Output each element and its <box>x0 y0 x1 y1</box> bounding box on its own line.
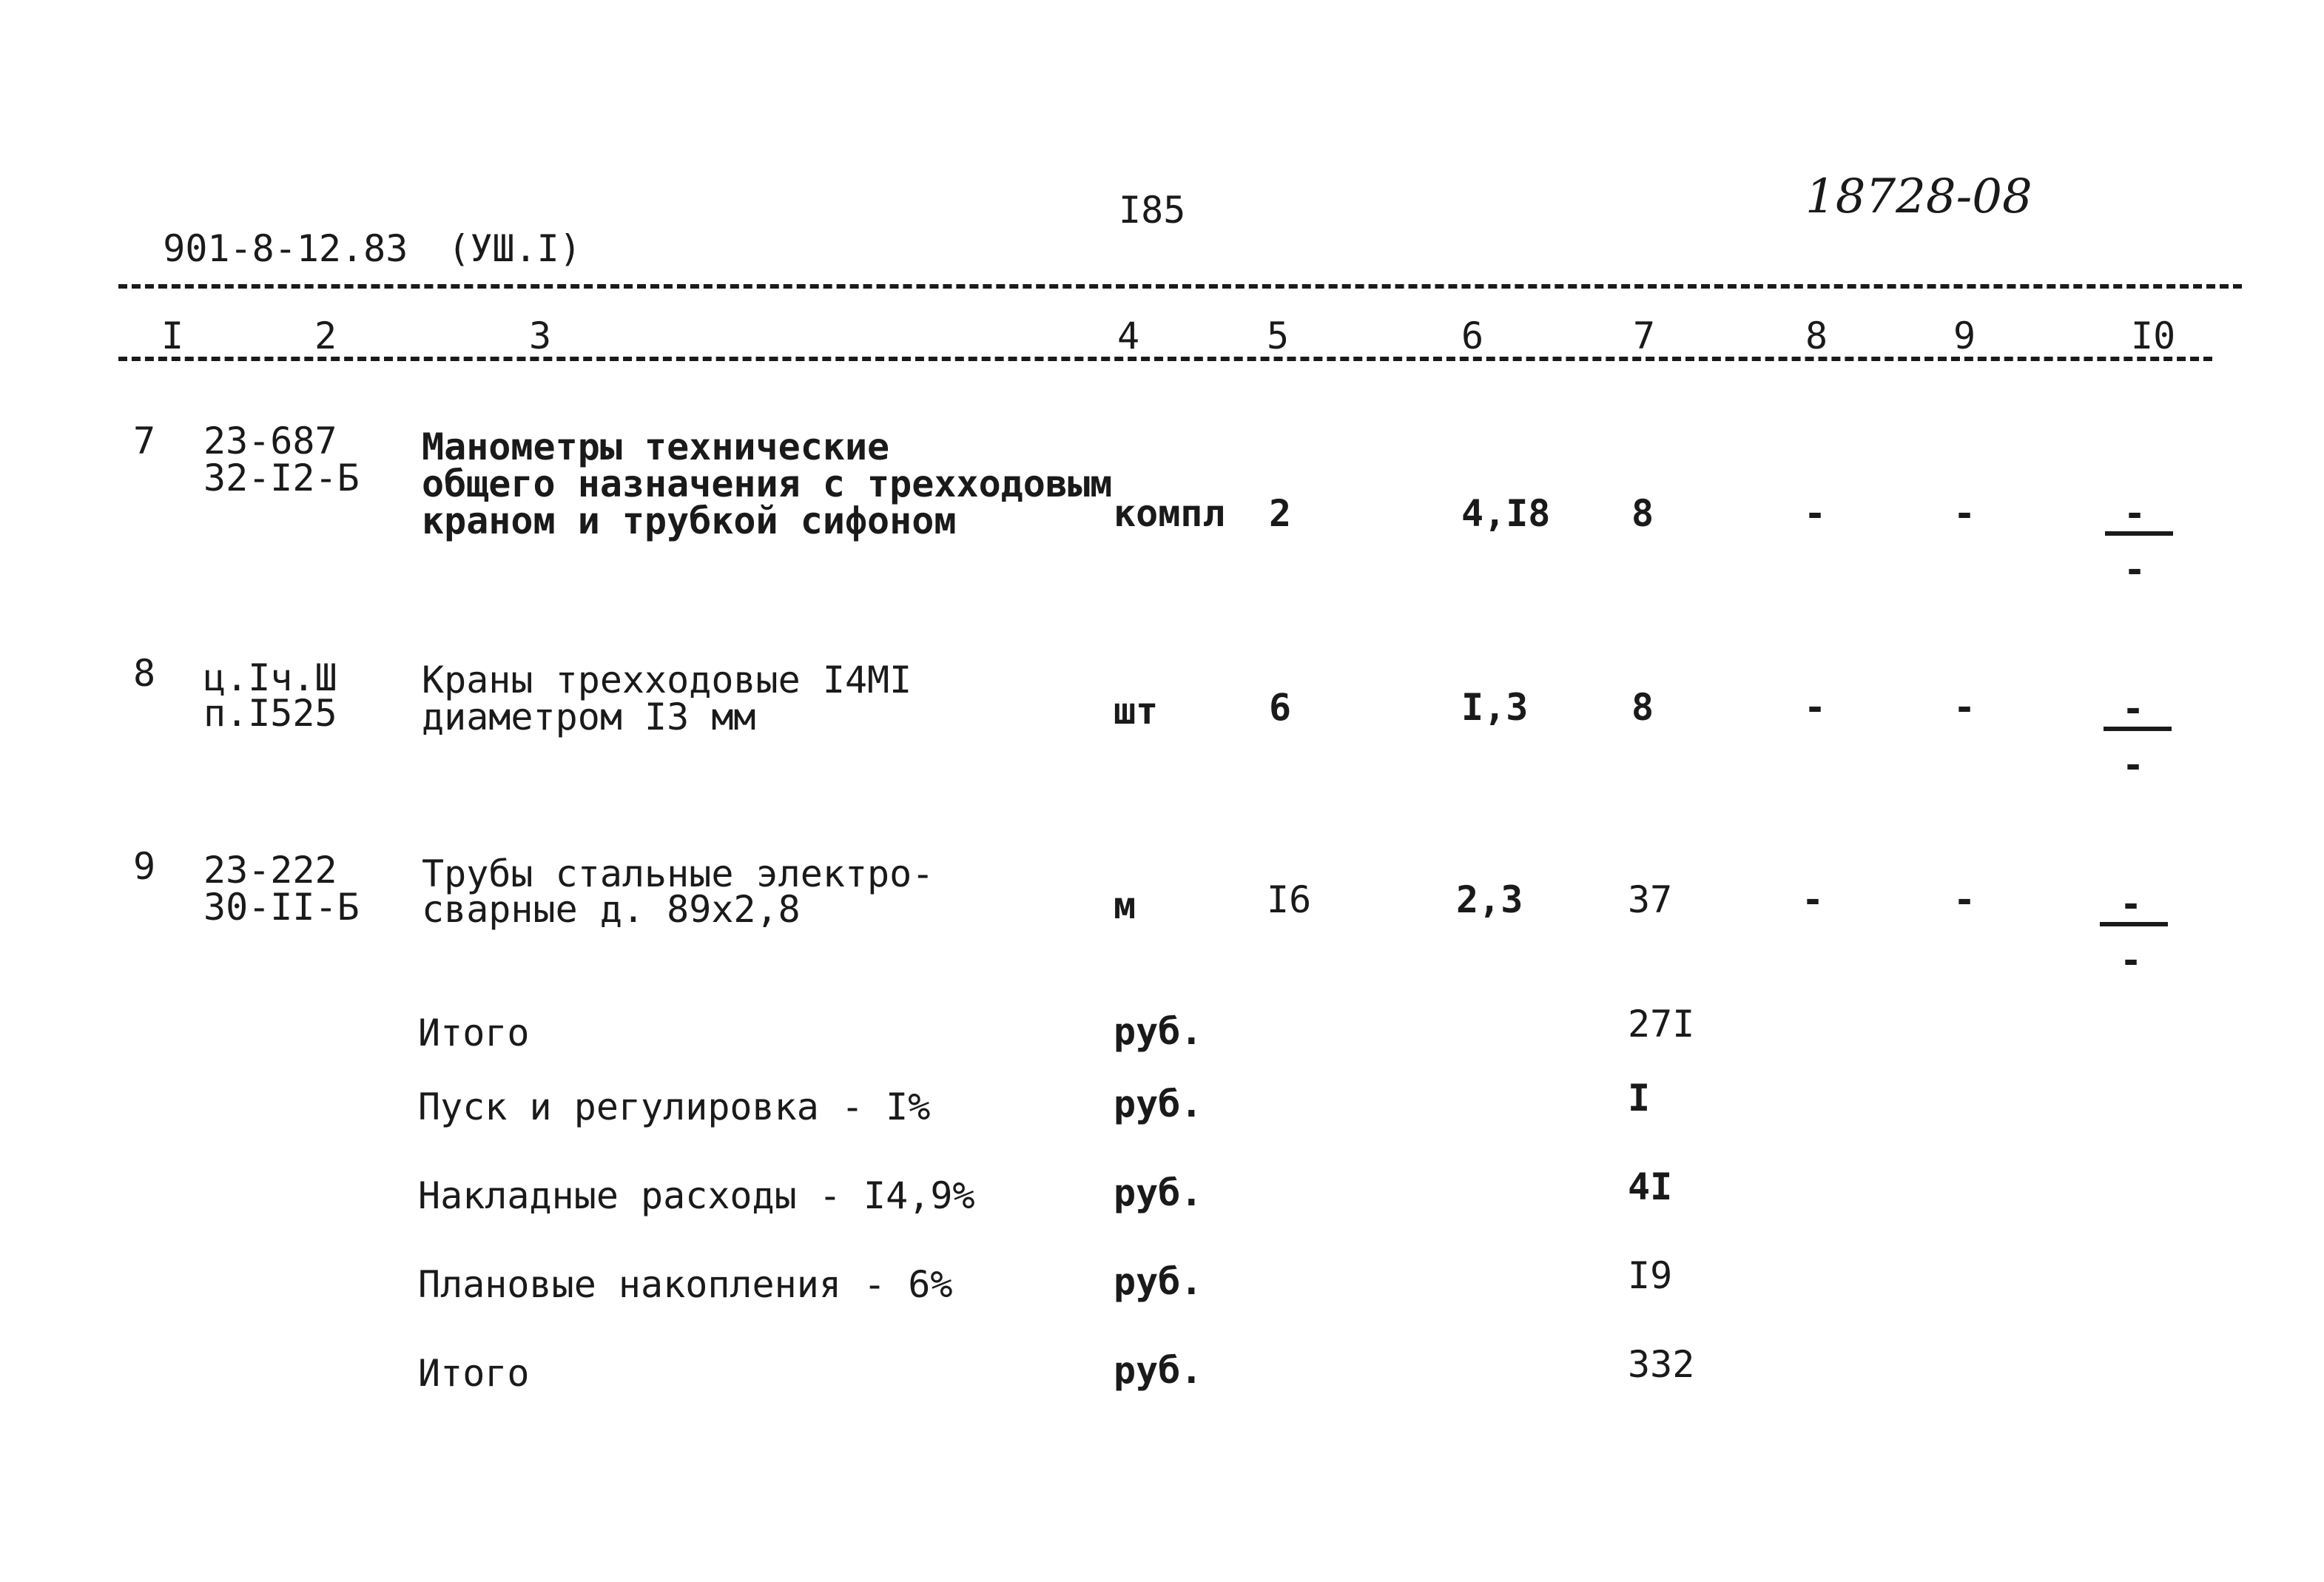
row-code: 23-687 <box>203 420 337 462</box>
fraction-line <box>2100 922 2168 926</box>
fraction-line <box>2105 531 2173 536</box>
bottom-dashed-rule <box>118 357 2212 361</box>
row-col10-bottom: - <box>2122 744 2145 787</box>
col-header-1: I <box>161 314 184 357</box>
row-col10-top: - <box>2122 687 2145 730</box>
row-quantity: I6 <box>1267 878 1312 921</box>
section-code-text: (УШ.I) <box>448 227 582 270</box>
top-dashed-rule <box>118 284 2242 289</box>
handwritten-number: 18728-08 <box>1805 169 2032 224</box>
document-code <box>118 191 408 268</box>
row-description: диаметром I3 мм <box>422 696 756 738</box>
summary-value: 4I <box>1628 1165 1673 1208</box>
col-header-4: 4 <box>1117 314 1140 357</box>
row-col10-bottom: - <box>2120 939 2143 982</box>
summary-unit: руб. <box>1114 1083 1203 1125</box>
row-description: Краны трехходовые I4МI <box>422 659 912 701</box>
col-header-9: 9 <box>1953 314 1976 357</box>
row-col8: - <box>1804 686 1827 729</box>
row-col9: - <box>1953 878 1976 921</box>
row-total: 8 <box>1631 686 1654 729</box>
row-col10-bottom: - <box>2123 548 2146 591</box>
row-description: Трубы стальные электро- <box>422 852 934 895</box>
row-price: 4,I8 <box>1461 492 1551 535</box>
fraction-line <box>2104 727 2172 731</box>
row-number: 9 <box>133 845 156 888</box>
row-col10-top: - <box>2120 883 2143 926</box>
col-header-3: 3 <box>529 314 552 357</box>
col-header-7: 7 <box>1633 314 1656 357</box>
row-code: 32-I2-Б <box>203 457 360 499</box>
row-unit: шт <box>1114 690 1159 733</box>
row-description: Манометры технические <box>422 425 890 468</box>
row-number: 8 <box>133 652 156 695</box>
row-col9: - <box>1953 492 1976 535</box>
section-code <box>403 191 582 268</box>
page-number: I85 <box>1119 189 1186 232</box>
row-unit: м <box>1114 884 1136 927</box>
row-description: краном и трубкой сифоном <box>422 499 957 542</box>
row-number: 7 <box>133 420 156 462</box>
summary-label: Пуск и регулировка - I% <box>418 1085 931 1128</box>
summary-label: Плановые накопления - 6% <box>418 1263 953 1306</box>
row-code: п.I525 <box>203 692 337 735</box>
summary-value: I9 <box>1628 1254 1673 1297</box>
summary-unit: руб. <box>1114 1010 1203 1053</box>
summary-value: I <box>1628 1077 1651 1120</box>
row-code: 23-222 <box>203 849 337 892</box>
row-price: 2,3 <box>1456 878 1523 921</box>
row-description: сварные д. 89х2,8 <box>422 888 801 931</box>
summary-unit: руб. <box>1114 1349 1203 1392</box>
col-header-2: 2 <box>314 314 337 357</box>
summary-value: 332 <box>1628 1343 1695 1386</box>
row-code: 30-II-Б <box>203 886 360 929</box>
summary-unit: руб. <box>1114 1171 1203 1214</box>
col-header-10: I0 <box>2131 314 2176 357</box>
col-header-8: 8 <box>1805 314 1828 357</box>
row-quantity: 2 <box>1269 492 1292 535</box>
summary-label: Итого <box>418 1012 530 1054</box>
col-header-5: 5 <box>1267 314 1290 357</box>
row-col9: - <box>1953 686 1976 729</box>
row-col8: - <box>1804 492 1827 535</box>
summary-label: Накладные расходы - I4,9% <box>418 1174 975 1217</box>
row-col8: - <box>1802 878 1825 921</box>
summary-value: 27I <box>1628 1003 1695 1046</box>
row-unit: компл <box>1114 492 1225 535</box>
row-description: общего назначения с трехходовым <box>422 462 1113 505</box>
summary-unit: руб. <box>1114 1260 1203 1303</box>
col-header-6: 6 <box>1461 314 1484 357</box>
row-code: ц.Iч.Ш <box>203 656 337 699</box>
row-quantity: 6 <box>1269 686 1292 729</box>
row-col10-top: - <box>2123 492 2146 535</box>
row-total: 37 <box>1628 878 1673 921</box>
document-code-text: 901-8-12.83 <box>163 227 408 270</box>
row-total: 8 <box>1631 492 1654 535</box>
row-price: I,3 <box>1461 686 1529 729</box>
summary-label: Итого <box>418 1352 530 1395</box>
